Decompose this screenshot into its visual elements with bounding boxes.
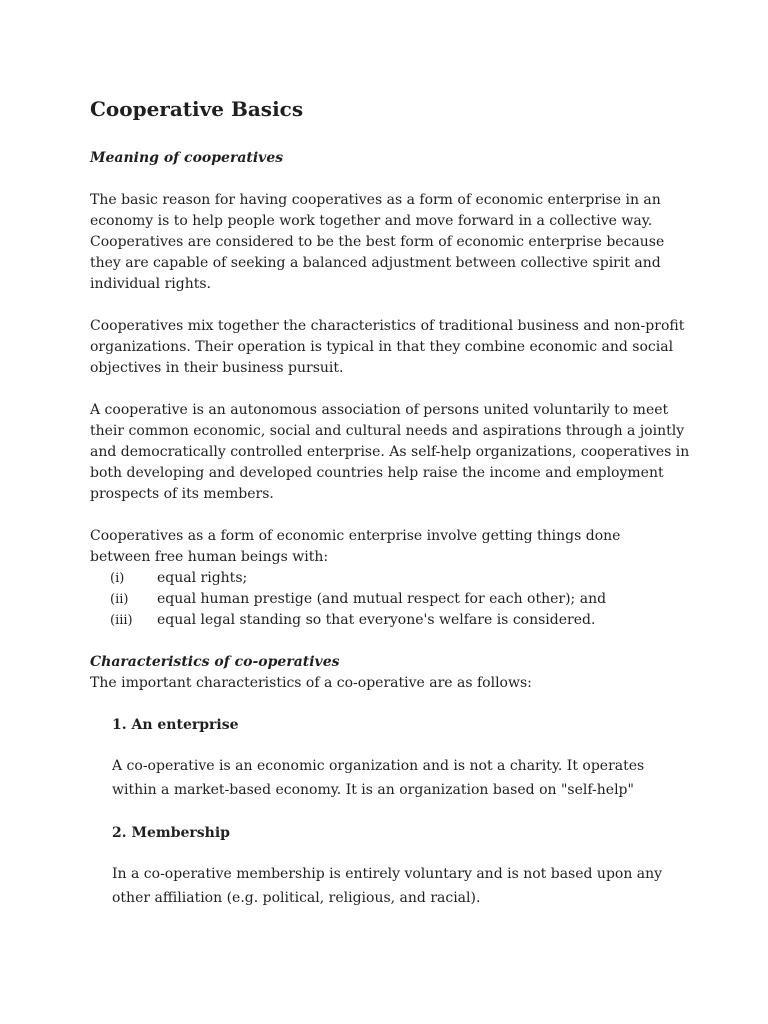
list-item-text: equal human prestige (and mutual respect for each other); and bbox=[157, 591, 607, 607]
characteristics-intro: The important characteristics of a co-operative are as follows: bbox=[90, 675, 532, 691]
section-body: A co-operative is an economic organization and is not a charity. It operates within a market-based economy. It is an organization based on "self-help" bbox=[112, 758, 645, 798]
list-item-number: (i) bbox=[110, 571, 125, 586]
list-intro-line-2: between free human beings with: bbox=[90, 549, 329, 565]
list-item bbox=[110, 568, 690, 589]
document-page bbox=[90, 96, 690, 910]
list-item bbox=[110, 610, 690, 631]
section-title: 2. Membership bbox=[112, 825, 230, 841]
list-item-number: (ii) bbox=[110, 592, 129, 607]
list-item-text: equal legal standing so that everyone's welfare is considered. bbox=[157, 612, 596, 628]
paragraph-3: A cooperative is an autonomous association of persons united voluntarily to meet their common economic, social and cultural needs and aspirations through a jointly and democratically controlled enterprise. As self-help organizations, cooperatives in both developing and developed countries help raise the income and employment prospects of its members. bbox=[90, 402, 690, 502]
characteristics-heading: Characteristics of co-operatives bbox=[90, 654, 340, 670]
section-body: In a co-operative membership is entirely voluntary and is not based upon any other affiliation (e.g. political, religious, and racial). bbox=[112, 866, 663, 906]
rights-list bbox=[90, 568, 690, 631]
section-enterprise bbox=[90, 715, 690, 802]
paragraph-1: The basic reason for having cooperatives as a form of economic enterprise in an economy is to help people work together and move forward in a collective way. Cooperatives are considered to be the best form of economic enterprise because they are capable of seeking a balanced adjustment between collective spirit and individual rights. bbox=[90, 192, 665, 292]
paragraph-2: Cooperatives mix together the characteristics of traditional business and non-profit organizations. Their operation is typical in that they combine economic and social objectives in their business pursuit. bbox=[90, 318, 685, 376]
list-item bbox=[110, 589, 690, 610]
meaning-heading: Meaning of cooperatives bbox=[90, 150, 284, 166]
section-title: 1. An enterprise bbox=[112, 717, 239, 733]
list-item-number: (iii) bbox=[110, 613, 133, 628]
document-title: Cooperative Basics bbox=[90, 97, 304, 121]
list-item-text: equal rights; bbox=[157, 570, 248, 586]
section-membership bbox=[90, 823, 690, 910]
list-intro-line-1: Cooperatives as a form of economic enterprise involve getting things done bbox=[90, 528, 621, 544]
